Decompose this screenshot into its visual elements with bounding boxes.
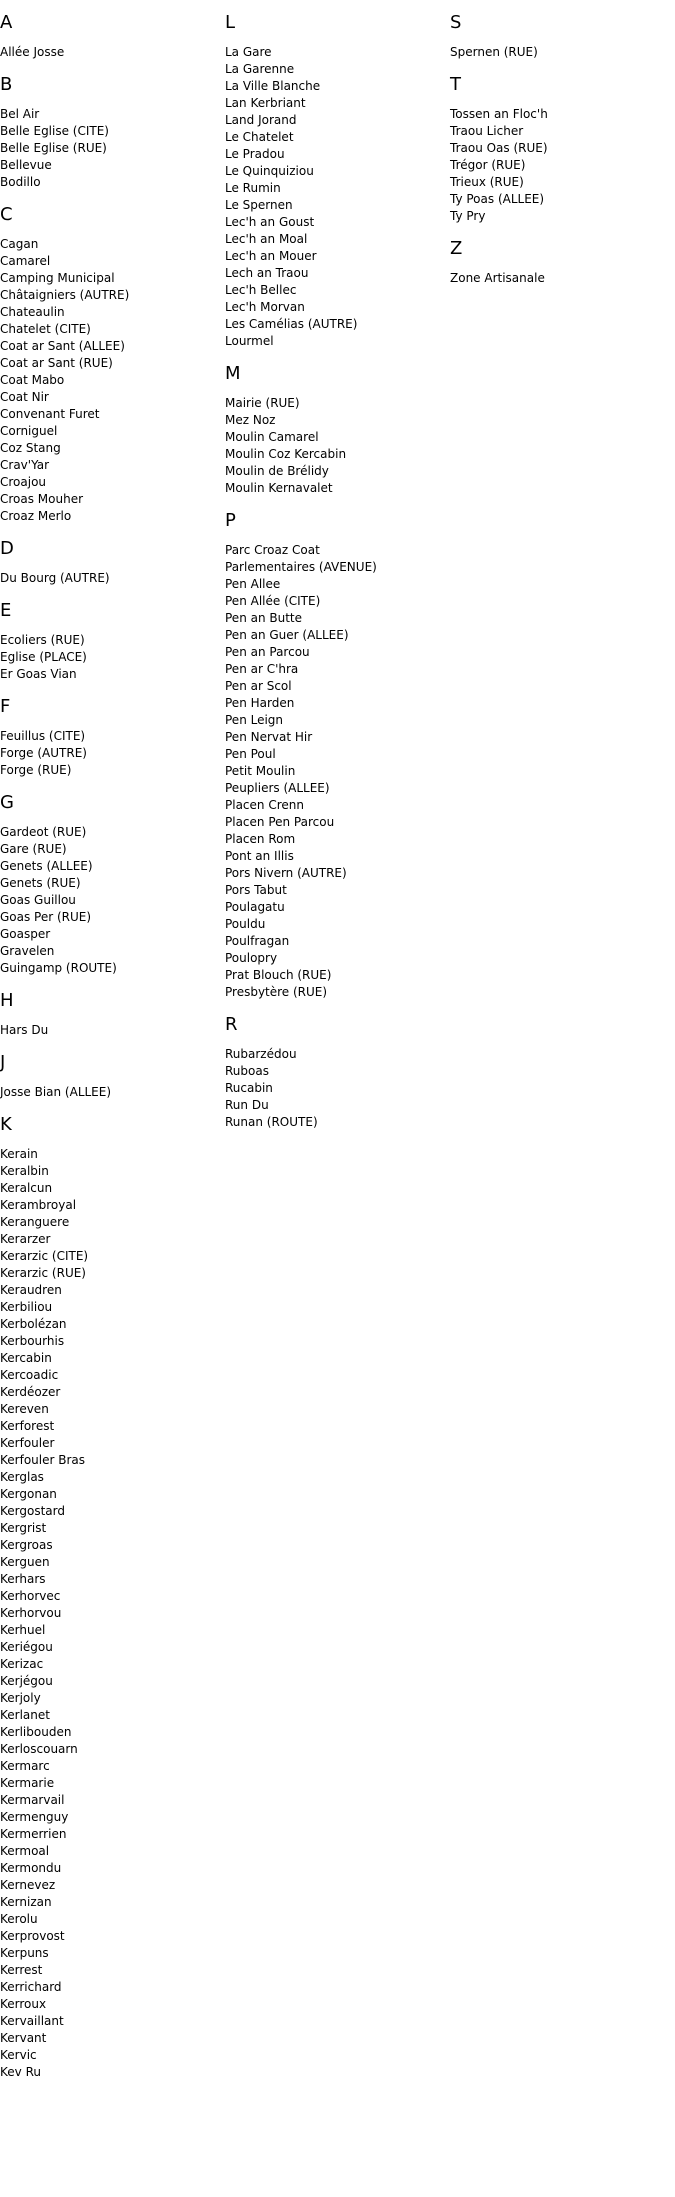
street-link[interactable]: Rucabin [225,1081,273,1095]
section-letter-heading: L [225,12,236,33]
section-letter-heading: R [225,1014,238,1035]
street-link[interactable]: Moulin Kernavalet [225,481,333,495]
street-link[interactable]: Kercoadic [0,1368,59,1382]
street-link[interactable]: Tossen an Floc'h [450,107,548,121]
street-link[interactable]: Kergostard [0,1504,65,1518]
street-link[interactable]: Moulin Coz Kercabin [225,447,347,461]
street-link[interactable]: Parlementaires (AVENUE) [225,560,377,574]
letter-section [0,204,220,525]
street-link[interactable]: Kerambroyal [0,1198,77,1212]
street-link[interactable]: Eglise (PLACE) [0,650,87,664]
section-letter-heading: S [450,12,462,33]
street-list [0,632,220,683]
street-link[interactable]: Pen Harden [225,696,295,710]
street-link[interactable]: Lec'h Morvan [225,300,305,314]
street-link[interactable]: Poulagatu [225,900,285,914]
street-link[interactable]: Coat Nir [0,390,49,404]
street-list [0,1022,220,1039]
street-link[interactable]: Forge (AUTRE) [0,746,87,760]
street-link[interactable]: Pen an Parcou [225,645,310,659]
letter-section [450,238,670,287]
street-column-3 [450,12,670,300]
street-link[interactable]: Goasper [0,927,51,941]
street-link[interactable]: Gravelen [0,944,55,958]
street-link[interactable]: Trieux (RUE) [450,175,524,189]
street-link[interactable]: Poulfragan [225,934,290,948]
street-link[interactable]: Pen ar C'hra [225,662,299,676]
street-link[interactable]: Genets (ALLEE) [0,859,93,873]
street-link[interactable]: Kerguen [0,1555,50,1569]
street-link[interactable]: Kerfouler [0,1436,55,1450]
street-link[interactable]: Kernevez [0,1878,56,1892]
street-link[interactable]: Cagan [0,237,39,251]
street-link[interactable]: Kerroux [0,1997,47,2011]
street-link[interactable]: Kerdéozer [0,1385,61,1399]
street-link[interactable]: Kerain [0,1147,38,1161]
section-letter-heading: K [0,1114,12,1135]
street-link[interactable]: Guingamp (ROUTE) [0,961,117,975]
street-link[interactable]: Kermoal [0,1844,50,1858]
street-link[interactable]: Pors Tabut [225,883,287,897]
street-link[interactable]: Pen Nervat Hir [225,730,313,744]
street-link[interactable]: Ty Pry [450,209,486,223]
street-link[interactable]: Pen Allée (CITE) [225,594,321,608]
letter-section [0,74,220,191]
street-link[interactable]: Land Jorand [225,113,297,127]
street-link[interactable]: Keraudren [0,1283,62,1297]
street-list [225,1046,445,1131]
section-letter-heading: B [0,74,13,95]
street-link[interactable]: Pont an Illis [225,849,294,863]
street-link[interactable]: Kervaillant [0,2014,64,2028]
street-link[interactable]: Petit Moulin [225,764,296,778]
street-link[interactable]: Coat Mabo [0,373,65,387]
street-link[interactable]: Kerjoly [0,1691,41,1705]
street-link[interactable]: Kerarzer [0,1232,51,1246]
section-letter-heading: J [0,1052,6,1073]
street-link[interactable]: Kerhorvou [0,1606,62,1620]
street-list [450,44,670,61]
street-link[interactable]: Kerrichard [0,1980,62,1994]
street-link[interactable]: Lec'h Bellec [225,283,297,297]
street-link[interactable]: Belle Eglise (CITE) [0,124,109,138]
letter-section [225,12,445,350]
street-link[interactable]: Ecoliers (RUE) [0,633,85,647]
street-list [0,824,220,977]
street-link[interactable]: Kerhorvec [0,1589,61,1603]
street-link[interactable]: Du Bourg (AUTRE) [0,571,110,585]
street-list [0,1084,220,1101]
street-list [0,44,220,61]
street-link[interactable]: Kerglas [0,1470,44,1484]
street-link[interactable]: Keranguere [0,1215,70,1229]
street-link[interactable]: Kervant [0,2031,47,2045]
street-link[interactable]: Kercabin [0,1351,52,1365]
street-link[interactable]: La Gare [225,45,272,59]
street-link[interactable]: Trégor (RUE) [450,158,526,172]
street-link[interactable]: Bel Air [0,107,40,121]
section-letter-heading: G [0,792,14,813]
street-link[interactable]: Pen an Butte [225,611,303,625]
letter-section [0,600,220,683]
street-link[interactable]: Keralcun [0,1181,53,1195]
street-column-1 [0,12,220,2094]
street-link[interactable]: Kernizan [0,1895,52,1909]
street-link[interactable]: Crav'Yar [0,458,50,472]
street-link[interactable]: Croaz Merlo [0,509,72,523]
street-list [0,1146,220,2081]
section-letter-heading: P [225,510,236,531]
street-link[interactable]: Forge (RUE) [0,763,72,777]
street-link[interactable]: Goas Per (RUE) [0,910,92,924]
street-link[interactable]: Allée Josse [0,45,65,59]
street-link[interactable]: Kev Ru [0,2065,41,2079]
street-link[interactable]: Le Quinquiziou [225,164,314,178]
street-link[interactable]: Kerlanet [0,1708,50,1722]
street-link[interactable]: Bodillo [0,175,41,189]
street-link[interactable]: Kermarvail [0,1793,65,1807]
street-list [225,44,445,350]
street-list [225,542,445,1001]
street-link[interactable]: Moulin Camarel [225,430,319,444]
street-list [450,270,670,287]
section-letter-heading: H [0,990,14,1011]
street-link[interactable]: Kermenguy [0,1810,69,1824]
letter-section [225,363,445,497]
letter-section [0,538,220,587]
section-letter-heading: T [450,74,461,95]
street-link[interactable]: Châtaigniers (AUTRE) [0,288,130,302]
letter-section [0,1114,220,2081]
street-link[interactable]: Convenant Furet [0,407,100,421]
street-link[interactable]: Pors Nivern (AUTRE) [225,866,347,880]
street-link[interactable]: Kerhars [0,1572,46,1586]
street-link[interactable]: Er Goas Vian [0,667,77,681]
street-link[interactable]: Mez Noz [225,413,276,427]
street-link[interactable]: Lec'h an Moal [225,232,308,246]
street-link[interactable]: Gare (RUE) [0,842,67,856]
street-link[interactable]: Kervic [0,2048,37,2062]
street-link[interactable]: Pen Poul [225,747,276,761]
street-link[interactable]: Placen Pen Parcou [225,815,335,829]
street-link[interactable]: Kerizac [0,1657,44,1671]
street-link[interactable]: Rubarzédou [225,1047,297,1061]
street-list [0,570,220,587]
street-link[interactable]: Kermondu [0,1861,62,1875]
street-list [0,236,220,525]
street-list [450,106,670,225]
street-link[interactable]: Camping Municipal [0,271,115,285]
street-list [0,106,220,191]
street-link[interactable]: Le Rumin [225,181,281,195]
street-link[interactable]: Kerloscouarn [0,1742,78,1756]
street-link[interactable]: Kermarie [0,1776,55,1790]
street-link[interactable]: Le Spernen [225,198,293,212]
street-column-2 [225,12,445,1144]
street-link[interactable]: Lec'h an Mouer [225,249,317,263]
letter-section [0,696,220,779]
street-link[interactable]: Keralbin [0,1164,49,1178]
street-link[interactable]: Pouldu [225,917,266,931]
section-letter-heading: A [0,12,13,33]
street-list [225,395,445,497]
street-link[interactable]: La Ville Blanche [225,79,321,93]
street-link[interactable]: Kerrest [0,1963,43,1977]
letter-section [450,12,670,61]
street-link[interactable]: Chatelet (CITE) [0,322,91,336]
street-link[interactable]: Kerforest [0,1419,55,1433]
street-link[interactable]: Kerhuel [0,1623,46,1637]
street-link[interactable]: Kergroas [0,1538,53,1552]
street-link[interactable]: Croas Mouher [0,492,84,506]
street-link[interactable]: Ty Poas (ALLEE) [450,192,545,206]
street-link[interactable]: Spernen (RUE) [450,45,538,59]
letter-section [0,990,220,1039]
street-link[interactable]: Pen an Guer (ALLEE) [225,628,349,642]
street-link[interactable]: Bellevue [0,158,52,172]
street-link[interactable]: Prat Blouch (RUE) [225,968,332,982]
street-link[interactable]: Coat ar Sant (ALLEE) [0,339,125,353]
street-link[interactable]: Camarel [0,254,51,268]
street-link[interactable]: Kergonan [0,1487,57,1501]
street-link[interactable]: Pen Leign [225,713,284,727]
street-link[interactable]: Pen ar Scol [225,679,292,693]
street-link[interactable]: Hars Du [0,1023,49,1037]
street-link[interactable]: Belle Eglise (RUE) [0,141,107,155]
section-letter-heading: Z [450,238,463,259]
section-letter-heading: D [0,538,14,559]
street-link[interactable]: Placen Rom [225,832,296,846]
section-letter-heading: E [0,600,12,621]
street-link[interactable]: Les Camélias (AUTRE) [225,317,358,331]
street-link[interactable]: Kermarc [0,1759,50,1773]
street-link[interactable]: Peupliers (ALLEE) [225,781,330,795]
letter-section [0,1052,220,1101]
letter-section [225,510,445,1001]
street-link[interactable]: Presbytère (RUE) [225,985,328,999]
street-link[interactable]: Pen Allee [225,577,281,591]
street-link[interactable]: Traou Licher [450,124,524,138]
street-link[interactable]: Traou Oas (RUE) [450,141,548,155]
street-link[interactable]: Kerfouler Bras [0,1453,85,1467]
street-list [0,728,220,779]
street-link[interactable]: Kergrist [0,1521,47,1535]
street-link[interactable]: Kerlibouden [0,1725,72,1739]
street-link[interactable]: Kerolu [0,1912,38,1926]
street-link[interactable]: Parc Croaz Coat [225,543,320,557]
street-link[interactable]: Gardeot (RUE) [0,825,87,839]
section-letter-heading: F [0,696,11,717]
street-link[interactable]: Chateaulin [0,305,65,319]
street-link[interactable]: Kerbourhis [0,1334,65,1348]
letter-section [225,1014,445,1131]
street-link[interactable]: Goas Guillou [0,893,76,907]
street-link[interactable]: Placen Crenn [225,798,304,812]
street-link[interactable]: Moulin de Brélidy [225,464,329,478]
street-link[interactable]: Le Chatelet [225,130,294,144]
street-link[interactable]: Kerarzic (CITE) [0,1249,89,1263]
street-link[interactable]: Run Du [225,1098,269,1112]
street-link[interactable]: La Garenne [225,62,295,76]
street-link[interactable]: Lourmel [225,334,274,348]
street-link[interactable]: Coz Stang [0,441,61,455]
letter-section [0,792,220,977]
street-link[interactable]: Kerbiliou [0,1300,53,1314]
street-link[interactable]: Lec'h an Goust [225,215,315,229]
street-link[interactable]: Lech an Traou [225,266,309,280]
street-link[interactable]: Ruboas [225,1064,269,1078]
street-link[interactable]: Coat ar Sant (RUE) [0,356,113,370]
street-link[interactable]: Runan (ROUTE) [225,1115,318,1129]
street-link[interactable]: Corniguel [0,424,58,438]
street-link[interactable]: Feuillus (CITE) [0,729,86,743]
street-link[interactable]: Kerpuns [0,1946,49,1960]
street-link[interactable]: Lan Kerbriant [225,96,306,110]
street-link[interactable]: Keriégou [0,1640,53,1654]
section-letter-heading: C [0,204,13,225]
street-link[interactable]: Kerarzic (RUE) [0,1266,86,1280]
street-link[interactable]: Genets (RUE) [0,876,81,890]
street-link[interactable]: Kerbolézan [0,1317,67,1331]
street-link[interactable]: Kerprovost [0,1929,65,1943]
letter-section [450,74,670,225]
street-link[interactable]: Croajou [0,475,47,489]
street-link[interactable]: Poulopry [225,951,278,965]
street-link[interactable]: Josse Bian (ALLEE) [0,1085,112,1099]
street-link[interactable]: Kermerrien [0,1827,67,1841]
street-link[interactable]: Mairie (RUE) [225,396,300,410]
street-link[interactable]: Le Pradou [225,147,285,161]
street-link[interactable]: Zone Artisanale [450,271,545,285]
street-link[interactable]: Kereven [0,1402,49,1416]
street-link[interactable]: Kerjégou [0,1674,53,1688]
section-letter-heading: M [225,363,241,384]
letter-section [0,12,220,61]
